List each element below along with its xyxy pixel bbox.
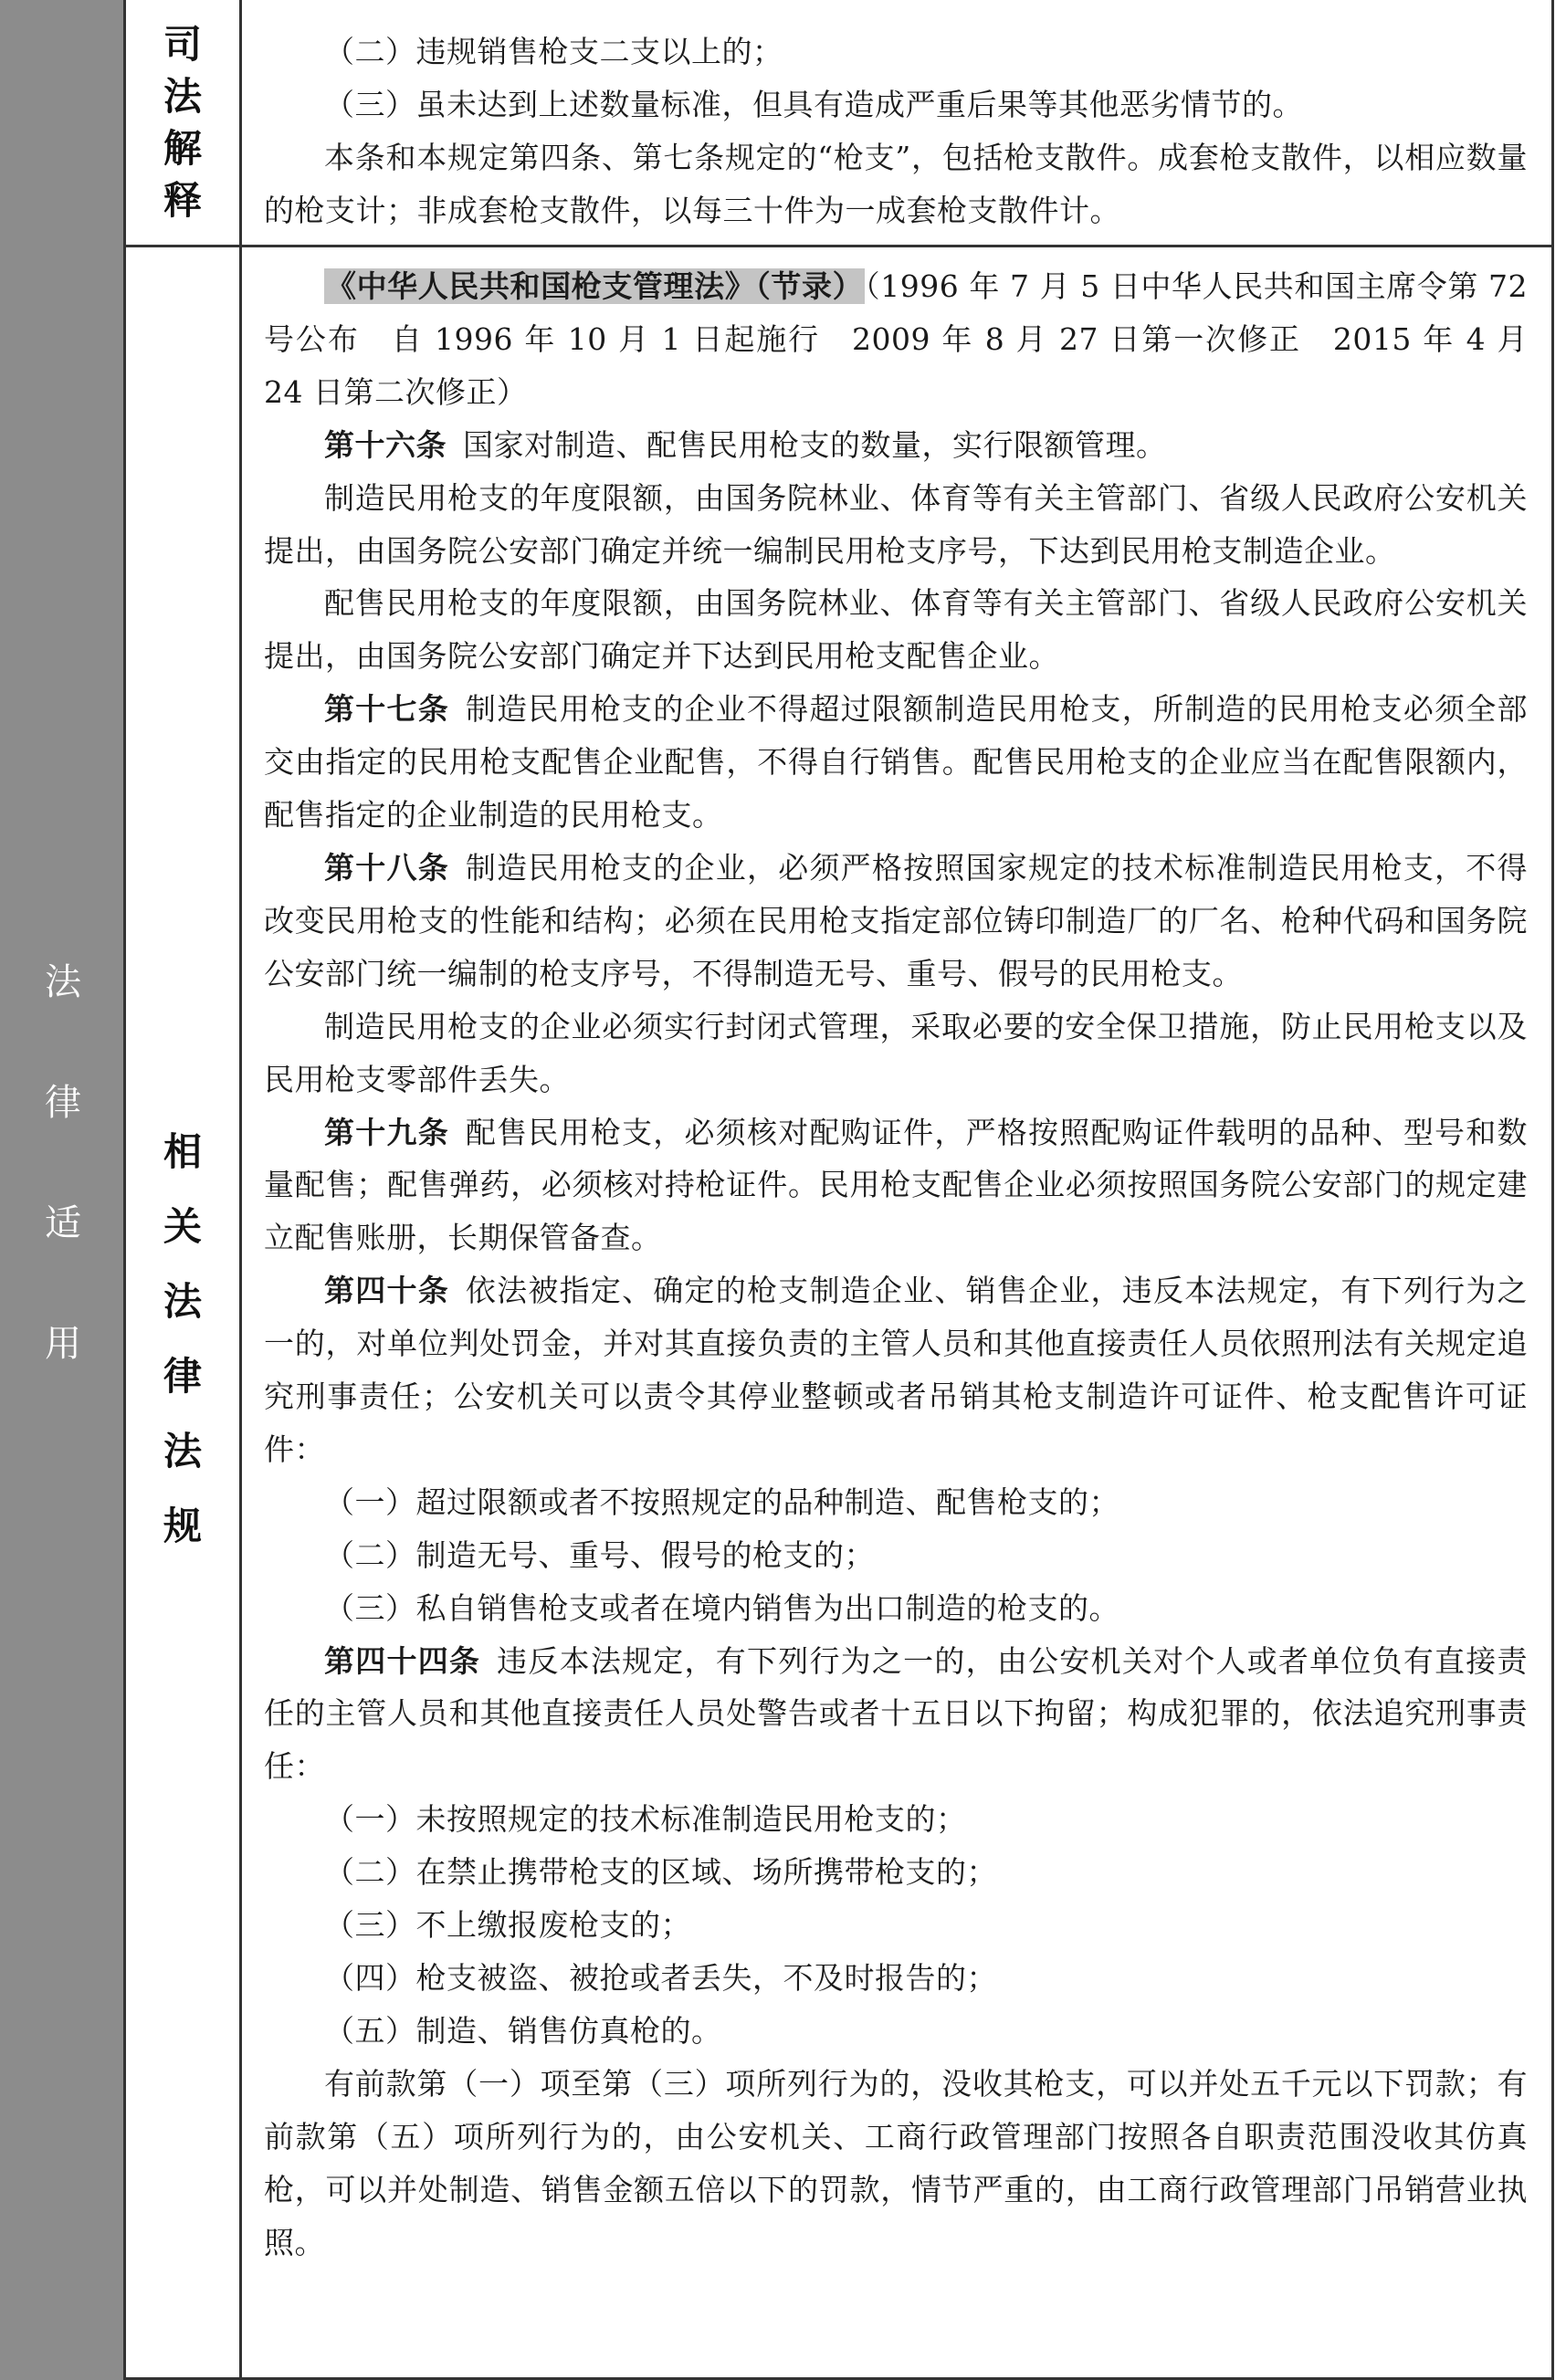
law-paragraph	[264, 1582, 1528, 1635]
sidebar-char: 法	[45, 961, 81, 1003]
sidebar-char: 适	[45, 1202, 81, 1244]
article-text: （四）枪支被盗、被抢或者丢失，不及时报告的；	[324, 1960, 997, 1996]
law-paragraph	[264, 683, 1528, 842]
law-heading	[264, 260, 1528, 419]
label-char: 法	[163, 1279, 202, 1324]
law-paragraph	[264, 577, 1528, 683]
related-laws-content	[242, 247, 1551, 2377]
law-paragraph	[264, 419, 1528, 472]
article-text: （二）制造无号、重号、假号的枪支的；	[324, 1536, 875, 1573]
related-laws-row	[126, 247, 1551, 2380]
label-char: 法	[163, 1429, 202, 1473]
label-char: 律	[163, 1354, 202, 1399]
law-paragraph	[264, 1635, 1528, 1794]
law-paragraphs	[264, 419, 1528, 2270]
law-paragraph	[264, 1952, 1528, 2005]
article-number: 第四十条	[324, 1273, 449, 1309]
article-text: （五）制造、销售仿真枪的。	[324, 2012, 722, 2049]
label-char: 司	[163, 22, 202, 67]
article-text: （三）私自销售枪支或者在境内销售为出口制造的枪支的。	[324, 1589, 1119, 1626]
label-char: 法	[163, 74, 202, 119]
label-char: 相	[163, 1129, 202, 1174]
article-text: 制造民用枪支的企业必须实行封闭式管理，采取必要的安全保卫措施，防止民用枪支以及民用枪支零部件丢失。	[264, 1008, 1528, 1097]
article-text: （二）在禁止携带枪支的区域、场所携带枪支的；	[324, 1854, 997, 1891]
judicial-interpretation-label	[126, 0, 242, 245]
law-paragraph	[264, 1476, 1528, 1529]
paragraph: （三）虽未达到上述数量标准，但具有造成严重后果等其他恶劣情节的。	[324, 87, 1303, 122]
law-paragraph	[264, 1529, 1528, 1582]
article-text: 制造民用枪支的企业，必须严格按照国家规定的技术标准制造民用枪支，不得改变民用枪支的性能和结构；必须在民用枪支指定部位铸印制造厂的厂名、枪种代码和国务院公安部门统一编制的枪支序号，不得制造无号、重号、假号的民用枪支。	[264, 849, 1529, 991]
sidebar-label	[0, 922, 126, 1404]
content-table	[126, 0, 1554, 2380]
article-number: 第十九条	[324, 1114, 449, 1150]
law-paragraph	[264, 1264, 1528, 1476]
label-char: 关	[163, 1204, 202, 1249]
article-text: 依法被指定、确定的枪支制造企业、销售企业，违反本法规定，有下列行为之一的，对单位判处罚金，并对其直接负责的主管人员和其他直接责任人员依照刑法有关规定追究刑事责任；公安机关可以责令其停业整顿或者吊销其枪支制造许可证件、枪支配售许可证件：	[264, 1273, 1529, 1467]
sidebar-char: 律	[45, 1082, 81, 1124]
law-paragraph	[264, 1846, 1528, 1899]
law-note: （1996 年 7 月 5 日中华人民共和国主席令第 72 号公布 自 1996 年 10 月 1 日起施行 2009 年 8 月 27 日第一次修正 2015 年 4 月 24 日第二次修正）	[264, 268, 1529, 410]
law-paragraph	[264, 842, 1528, 1001]
law-paragraph	[264, 1106, 1528, 1265]
article-text: 国家对制造、配售民用枪支的数量，实行限额管理。	[463, 426, 1167, 463]
article-text: （一）超过限额或者不按照规定的品种制造、配售枪支的；	[324, 1484, 1119, 1520]
related-laws-label	[126, 247, 242, 2377]
law-paragraph	[264, 2058, 1528, 2270]
law-title: 《中华人民共和国枪支管理法》（节录）	[326, 268, 864, 304]
article-text: 违反本法规定，有下列行为之一的，由公安机关对个人或者单位负有直接责任的主管人员和其他直接责任人员处警告或者十五日以下拘留；构成犯罪的，依法追究刑事责任：	[264, 1642, 1529, 1785]
judicial-interpretation-row	[126, 0, 1551, 247]
law-paragraph	[264, 1001, 1528, 1106]
article-text: （一）未按照规定的技术标准制造民用枪支的；	[324, 1801, 967, 1838]
article-text: 有前款第（一）项至第（三）项所列行为的，没收其枪支，可以并处五千元以下罚款；有前款第（五）项所列行为的，由公安机关、工商行政管理部门按照各自职责范围没收其仿真枪，可以并处制造、销售金额五倍以下的罚款，情节严重的，由工商行政管理部门吊销营业执照。	[264, 2065, 1528, 2260]
article-number: 第十七条	[324, 691, 449, 728]
sidebar-char: 用	[45, 1323, 81, 1365]
label-char: 规	[163, 1504, 202, 1548]
article-text: 配售民用枪支，必须核对配购证件，严格按照配购证件载明的品种、型号和数量配售；配售弹药，必须核对持枪证件。民用枪支配售企业必须按照国务院公安部门的规定建立配售账册，长期保管备查。	[264, 1114, 1529, 1256]
law-paragraph	[264, 472, 1528, 578]
article-text: 制造民用枪支的年度限额，由国务院林业、体育等有关主管部门、省级人民政府公安机关提出，由国务院公安部门确定并统一编制民用枪支序号，下达到民用枪支制造企业。	[264, 479, 1528, 569]
law-paragraph	[264, 1899, 1528, 1952]
judicial-interpretation-content	[242, 0, 1551, 245]
article-number: 第十六条	[324, 426, 447, 463]
label-char: 释	[163, 178, 202, 223]
paragraph: 本条和本规定第四条、第七条规定的“枪支”，包括枪支散件。成套枪支散件，以相应数量的枪支计；非成套枪支散件，以每三十件为一成套枪支散件计。	[264, 140, 1528, 228]
article-text: 制造民用枪支的企业不得超过限额制造民用枪支，所制造的民用枪支必须全部交由指定的民用枪支配售企业配售，不得自行销售。配售民用枪支的企业应当在配售限额内，配售指定的企业制造的民用枪支。	[264, 691, 1529, 834]
label-char: 解	[163, 126, 202, 171]
article-text: 配售民用枪支的年度限额，由国务院林业、体育等有关主管部门、省级人民政府公安机关提出，由国务院公安部门确定并下达到民用枪支配售企业。	[264, 585, 1528, 675]
article-text: （三）不上缴报废枪支的；	[324, 1907, 691, 1944]
section-sidebar	[0, 0, 126, 2380]
article-number: 第十八条	[324, 849, 449, 886]
article-number: 第四十四条	[324, 1642, 481, 1679]
law-paragraph	[264, 1793, 1528, 1846]
law-paragraph	[264, 2005, 1528, 2058]
paragraph: （二）违规销售枪支二支以上的；	[324, 34, 783, 69]
